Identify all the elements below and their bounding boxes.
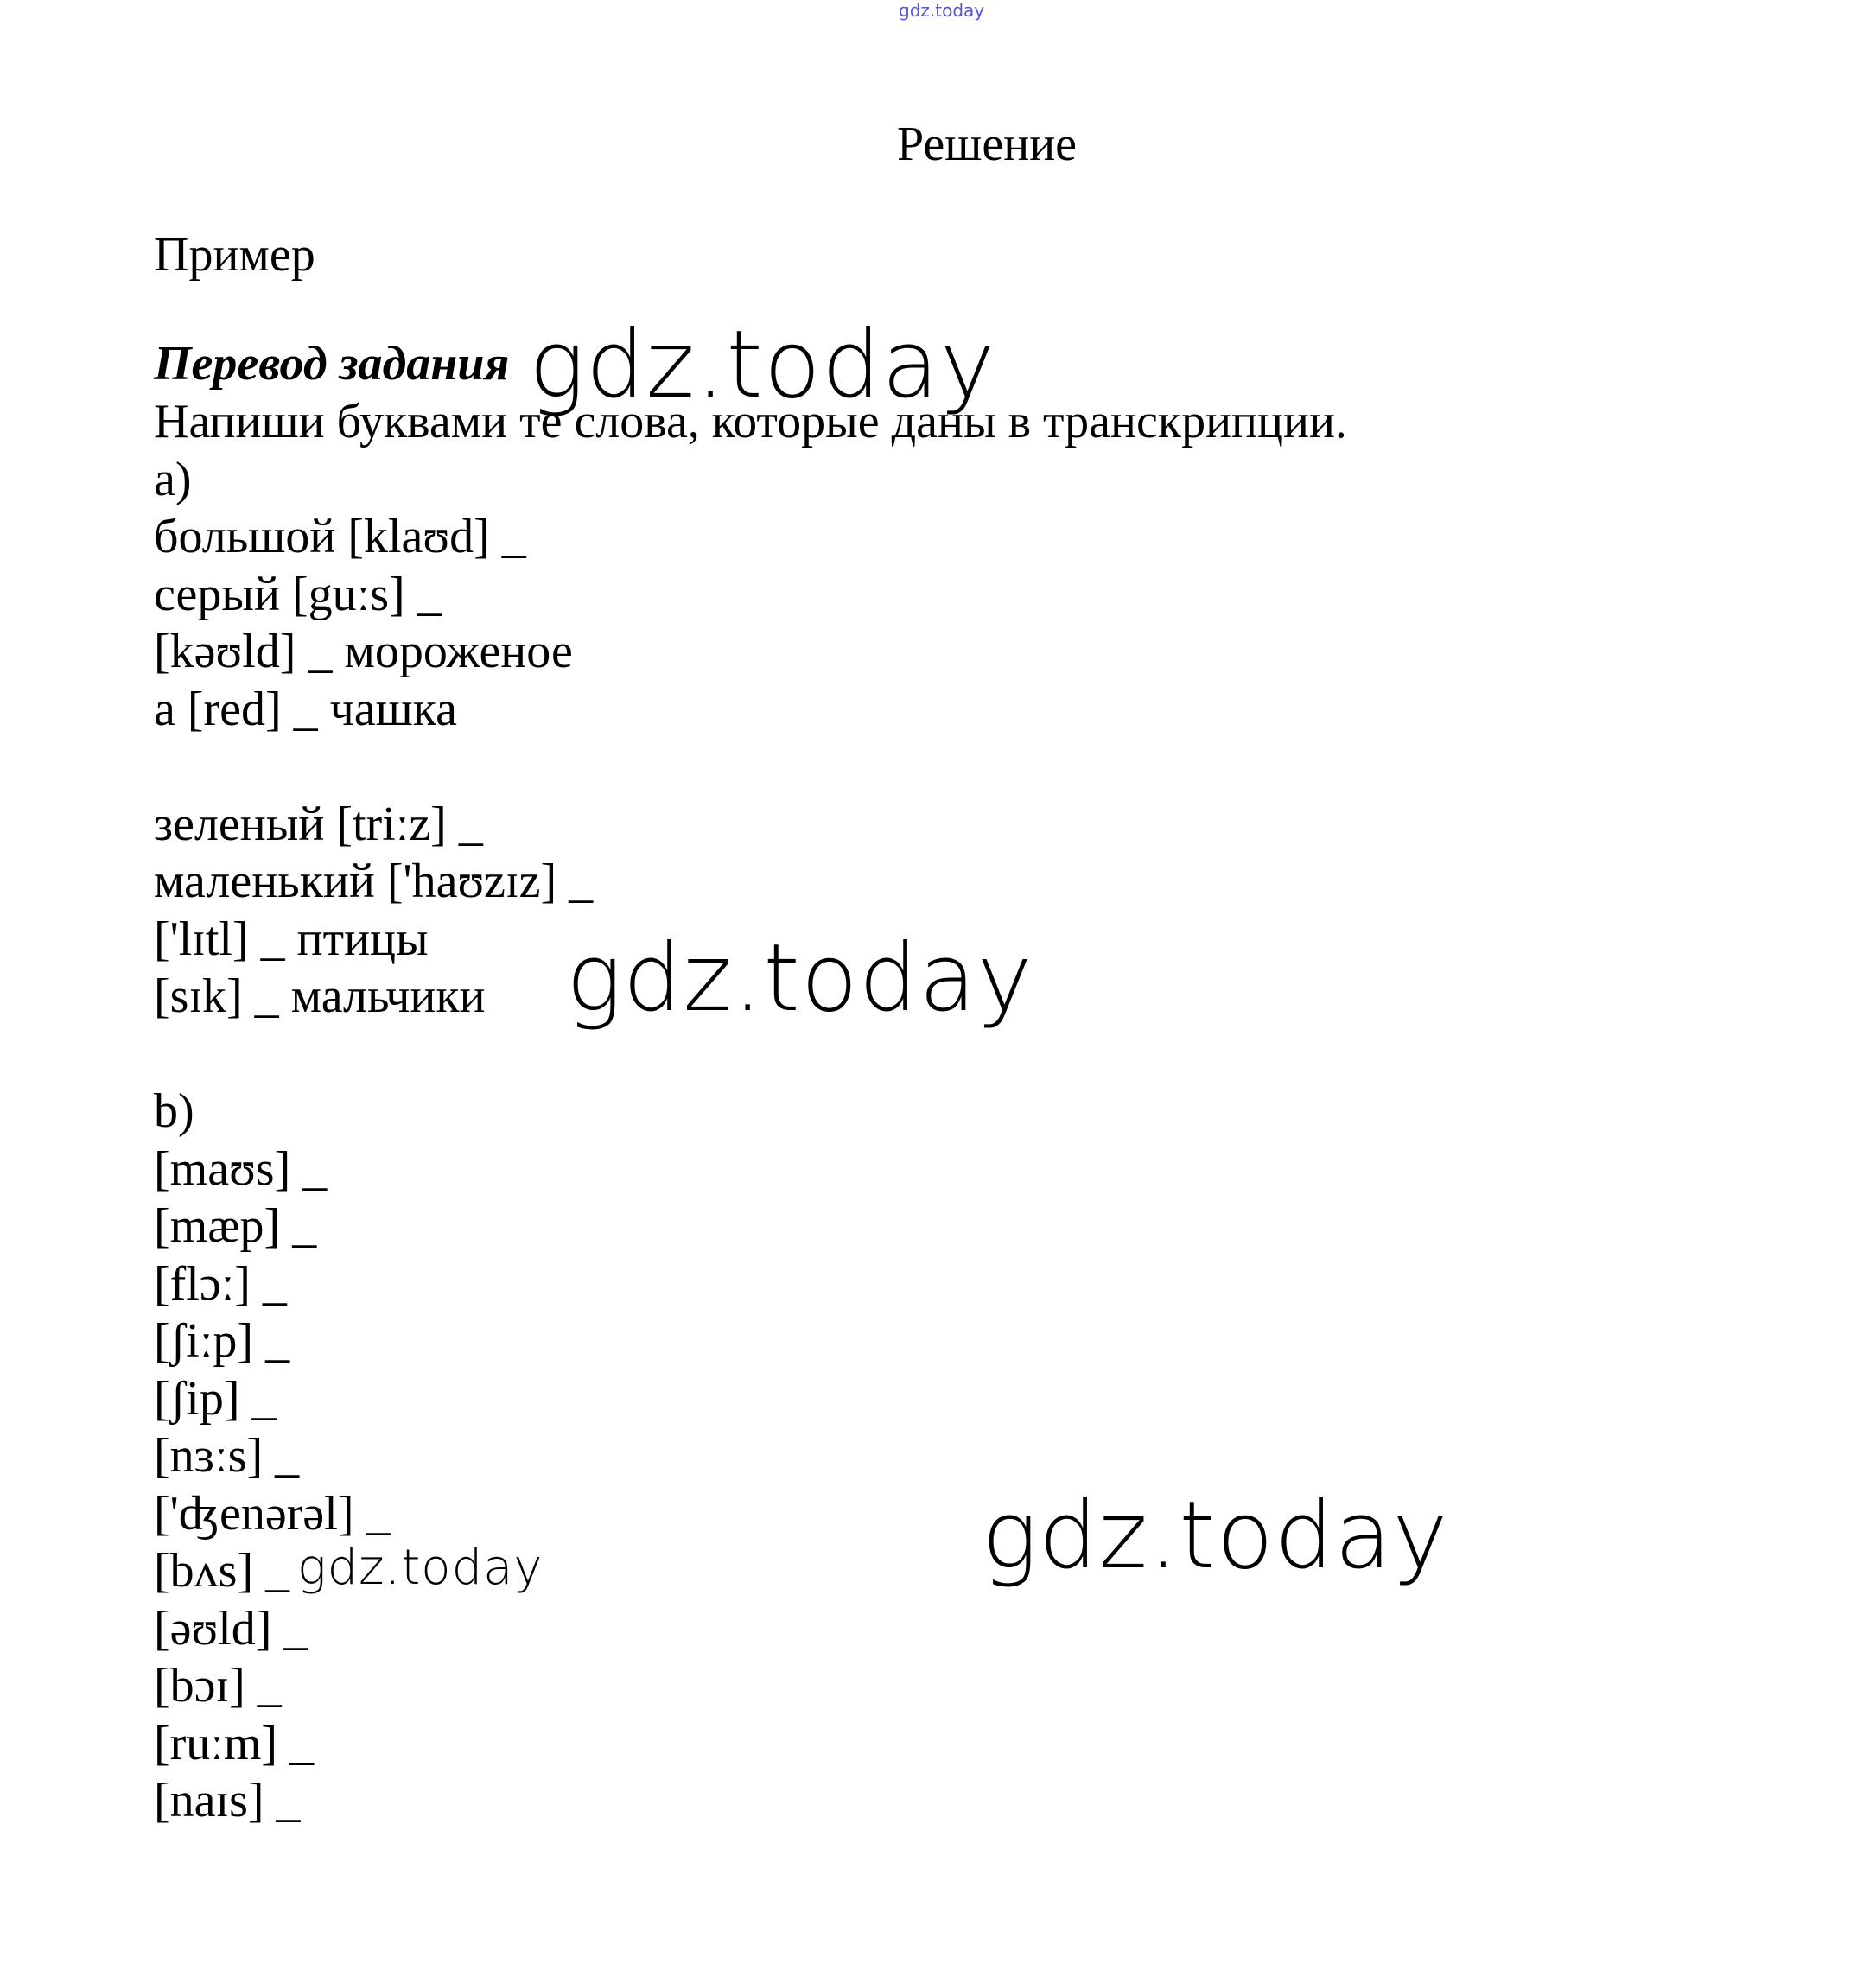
- spacer: [154, 1026, 1347, 1084]
- list-item: [ruːm] _: [154, 1716, 315, 1770]
- list-item: [ʃip] _: [154, 1371, 277, 1426]
- list-item: [bʌs] _: [154, 1544, 290, 1598]
- list-item: ['ʤenərəl] _: [154, 1486, 391, 1541]
- list-item: [ʃiːp] _: [154, 1314, 290, 1368]
- watermark: gdz.today: [529, 311, 996, 419]
- spacer: [154, 738, 1347, 796]
- instruction-text: Напиши буквами те слова, которые даны в транскрипции.: [154, 395, 1347, 448]
- exercise-content: [154, 393, 1347, 1830]
- translation-heading: Перевод задания: [154, 337, 510, 391]
- list-item: [əʊld] _: [154, 1601, 308, 1655]
- list-item: [mæp] _: [154, 1199, 317, 1253]
- list-item: зеленый [triːz] _: [154, 797, 483, 851]
- list-item: [naɪs] _: [154, 1774, 301, 1827]
- list-item: [bɔɪ] _: [154, 1659, 282, 1713]
- list-item: [sɪk] _ мальчики: [154, 969, 486, 1023]
- list-item: a [red] _ чашка: [154, 682, 458, 736]
- watermark: gdz.today: [982, 1482, 1449, 1590]
- watermark: gdz.today: [566, 925, 1033, 1033]
- list-item: ['lɪtl] _ птицы: [154, 912, 429, 966]
- part-a-label: a): [154, 452, 192, 506]
- page-title: Решение: [897, 118, 1078, 171]
- list-item: [nɜːs] _: [154, 1429, 300, 1483]
- part-b-label: b): [154, 1084, 194, 1138]
- list-item: [maʊs] _: [154, 1141, 328, 1196]
- list-item: [flɔː] _: [154, 1256, 287, 1311]
- header-watermark: gdz.today: [899, 0, 985, 21]
- list-item: [kəʊld] _ мороженое: [154, 625, 573, 678]
- watermark: gdz.today: [297, 1540, 544, 1596]
- list-item: маленький ['haʊzɪz] _: [154, 855, 594, 908]
- list-item: большой [klaʊd] _: [154, 510, 526, 563]
- example-label: Пример: [154, 228, 315, 282]
- list-item: серый [guːs] _: [154, 567, 442, 621]
